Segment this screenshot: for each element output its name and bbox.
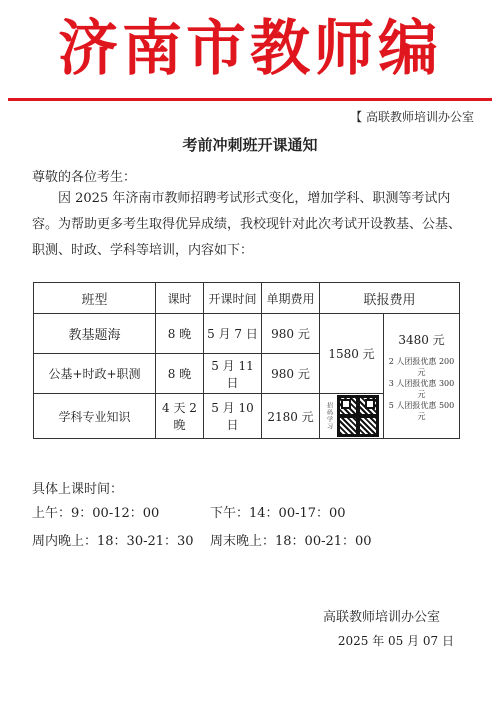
row-hours: 8 晚 <box>156 314 204 354</box>
schedule-morning: 上午：9：00-12：00 <box>32 506 160 521</box>
notice-title: 考前冲刺班开课通知 <box>182 136 318 154</box>
qr-code-icon <box>337 395 379 437</box>
group-discount-2: 2 人团报优惠 200 元 <box>388 356 455 377</box>
row-type: 公基+时政+职测 <box>34 354 156 394</box>
office-signature: 高联教师培训办公室 <box>322 610 440 625</box>
row-start: 5 月 10 日 <box>204 394 262 439</box>
combo-all-cell <box>384 314 460 439</box>
salutation: 尊敬的各位考生： <box>32 170 137 185</box>
intro-paragraph: 因 2025 年济南市教师招聘考试形式变化，增加学科、职测等考试内容。为帮助更多考生取得优异成绩，我校现针对此次考试开设教基、公基、职测、时政、学科等培训，内容如下： <box>32 191 462 258</box>
banner-title: 济南市教师编 <box>58 14 442 84</box>
schedule-heading: 具体上课时间： <box>32 482 124 497</box>
row-type: 学科专业知识 <box>34 394 156 439</box>
row-type: 教基题海 <box>34 314 156 354</box>
qr-cell <box>320 394 384 439</box>
table-header-row <box>34 283 460 314</box>
row-hours: 4 天 2 晚 <box>156 394 204 439</box>
signature-date: 2025 年 05 月 07 日 <box>337 634 454 648</box>
schedule-weekday-evening: 周内晚上：18：30-21：30 <box>32 534 194 549</box>
schedule-afternoon: 下午：14：00-17：00 <box>210 506 346 521</box>
table-row <box>34 314 460 354</box>
row-hours: 8 晚 <box>156 354 204 394</box>
combo-two-price: 1580 元 <box>320 314 384 394</box>
header-type: 班型 <box>34 283 156 314</box>
header-hours: 课时 <box>156 283 204 314</box>
row-start: 5 月 11 日 <box>204 354 262 394</box>
schedule-weekend-evening: 周末晚上：18：00-21：00 <box>210 534 372 549</box>
banner-divider <box>8 98 492 101</box>
row-fee: 2180 元 <box>262 394 320 439</box>
combo-all-price: 3480 元 <box>398 332 445 347</box>
row-fee: 980 元 <box>262 314 320 354</box>
header-combo: 联报费用 <box>320 283 460 314</box>
course-table <box>33 282 460 439</box>
group-discount-3: 3 人团报优惠 300 元 <box>388 378 455 399</box>
header-fee: 单期费用 <box>262 283 320 314</box>
office-tag: 【 高联教师培训办公室 <box>350 110 474 124</box>
qr-caption: 招码学习 <box>325 402 333 430</box>
row-start: 5 月 7 日 <box>204 314 262 354</box>
group-discount-5: 5 人团报优惠 500 元 <box>388 400 455 421</box>
header-start: 开课时间 <box>204 283 262 314</box>
row-fee: 980 元 <box>262 354 320 394</box>
